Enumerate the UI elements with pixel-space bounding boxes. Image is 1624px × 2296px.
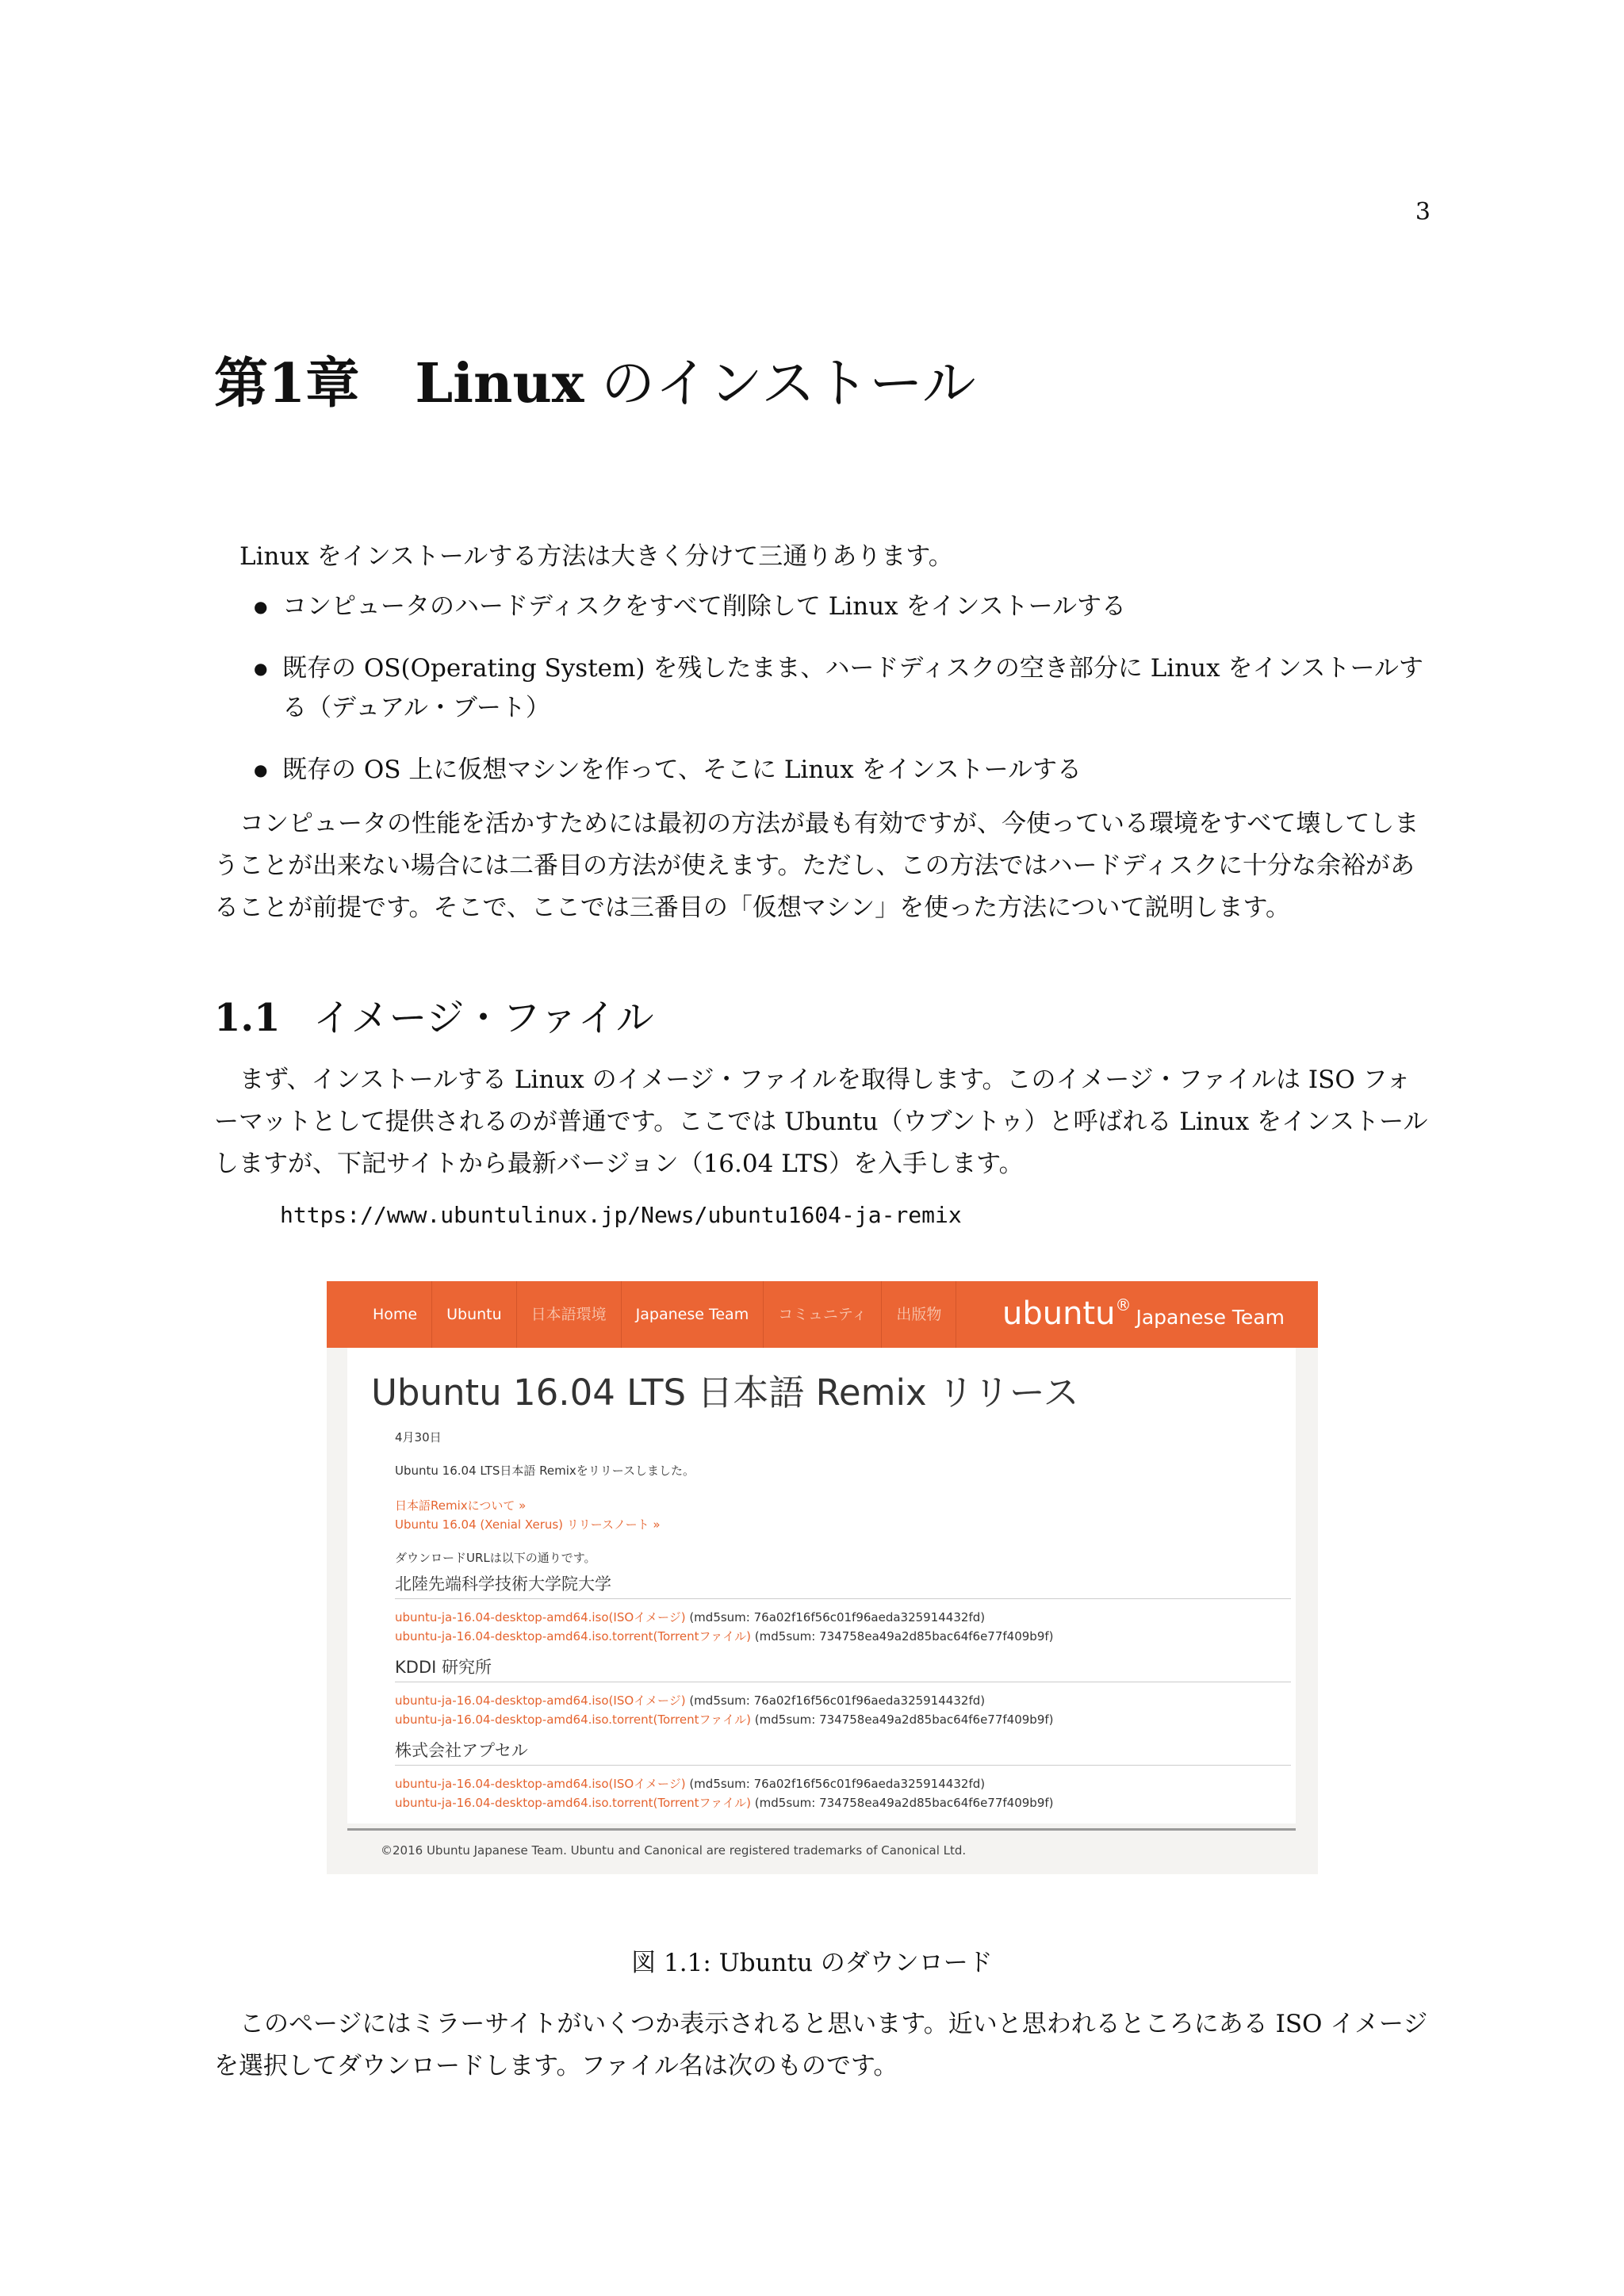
footer-copyright: ©2016 Ubuntu Japanese Team. Ubuntu and Canonical are registered trademarks of Canonical Ltd. xyxy=(381,1843,967,1858)
link-about-remix[interactable]: 日本語Remixについて » xyxy=(395,1498,527,1513)
iso-md5sum: (md5sum: 76a02f16f56c01f96aeda325914432fd) xyxy=(685,1777,986,1791)
list-item: ● コンピュータのハードディスクをすべて削除して Linux をインストールする xyxy=(214,587,1435,626)
logo-word: ubuntu xyxy=(1002,1295,1116,1332)
torrent-link-text[interactable]: ubuntu-ja-16.04-desktop-amd64.iso.torrent(Torrentファイル) xyxy=(395,1712,752,1727)
site-content xyxy=(347,1348,1296,1823)
iso-link-text[interactable]: ubuntu-ja-16.04-desktop-amd64.iso(ISOイメージ) xyxy=(395,1777,686,1791)
torrent-md5sum: (md5sum: 734758ea49a2d85bac64f6e77f409b9f) xyxy=(751,1712,1054,1727)
download-url: https://www.ubuntulinux.jp/News/ubuntu1604-ja-remix xyxy=(280,1202,962,1228)
torrent-link-text[interactable]: ubuntu-ja-16.04-desktop-amd64.iso.torrent(Torrentファイル) xyxy=(395,1796,752,1810)
nav-item-home[interactable]: Home xyxy=(358,1281,432,1348)
site-nav-bar xyxy=(327,1281,1318,1348)
body-paragraph: コンピュータの性能を活かすためには最初の方法が最も有効ですが、今使っている環境をすべて壊してしまうことが出来ない場合には二番目の方法が使えます。ただし、この方法ではハードディスクに十分な余裕があることが前提です。そこで、ここでは三番目の「仮想マシン」を使った方法について説明します。 xyxy=(214,809,1419,922)
section-title-text: イメージ・ファイル xyxy=(313,996,654,1040)
torrent-download-link[interactable] xyxy=(395,1794,1054,1811)
release-date: 4月30日 xyxy=(395,1430,442,1445)
ubuntu-download-screenshot xyxy=(327,1281,1318,1874)
mirror-heading: KDDI 研究所 xyxy=(395,1655,1291,1682)
nav-item-japanese-team[interactable]: Japanese Team xyxy=(622,1281,764,1348)
intro-paragraph: Linux をインストールする方法は大きく分けて三通りあります。 xyxy=(239,542,953,571)
site-footer xyxy=(347,1828,1296,1874)
chapter-title-rest: のインストール xyxy=(584,353,976,415)
iso-download-link[interactable] xyxy=(395,1775,985,1792)
ubuntu-logo[interactable] xyxy=(1002,1295,1285,1332)
list-item: ● 既存の OS(Operating System) を残したまま、ハードディスクの空き部分に Linux をインストールする（デュアル・ブート） xyxy=(214,649,1435,728)
torrent-md5sum: (md5sum: 734758ea49a2d85bac64f6e77f409b9f) xyxy=(751,1796,1054,1810)
torrent-download-link[interactable] xyxy=(395,1628,1054,1644)
iso-download-link[interactable] xyxy=(395,1692,985,1709)
iso-md5sum: (md5sum: 76a02f16f56c01f96aeda325914432fd) xyxy=(685,1693,986,1708)
logo-team: Japanese Team xyxy=(1136,1306,1285,1329)
circle-of-friends-icon: ® xyxy=(1115,1295,1132,1314)
download-note: ダウンロードURLは以下の通りです。 xyxy=(395,1551,596,1565)
iso-link-text[interactable]: ubuntu-ja-16.04-desktop-amd64.iso(ISOイメージ) xyxy=(395,1693,686,1708)
iso-download-link[interactable] xyxy=(395,1609,985,1625)
chapter-number: 第1章 xyxy=(214,352,360,415)
release-title: Ubuntu 16.04 LTS 日本語 Remix リリース xyxy=(371,1372,1079,1414)
link-release-notes[interactable]: Ubuntu 16.04 (Xenial Xerus) リリースノート » xyxy=(395,1517,661,1532)
list-item: ● 既存の OS 上に仮想マシンを作って、そこに Linux をインストールする xyxy=(214,750,1435,790)
torrent-link-text[interactable]: ubuntu-ja-16.04-desktop-amd64.iso.torrent(Torrentファイル) xyxy=(395,1629,752,1644)
site-menu xyxy=(358,1281,956,1348)
nav-item-community[interactable]: コミュニティ xyxy=(764,1281,882,1348)
torrent-download-link[interactable] xyxy=(395,1711,1054,1728)
nav-item-publications[interactable]: 出版物 xyxy=(882,1281,956,1348)
section-number: 1.1 xyxy=(214,996,281,1040)
mirror-heading: 北陸先端科学技術大学院大学 xyxy=(395,1571,1291,1599)
body-paragraph: このページにはミラーサイトがいくつか表示されると思います。近いと思われるところにある ISO イメージを選択してダウンロードします。ファイル名は次のものです。 xyxy=(214,2010,1428,2080)
body-paragraph: まず、インストールする Linux のイメージ・ファイルを取得します。このイメージ・ファイルは ISO フォーマットとして提供されるのが普通です。ここでは Ubuntu（ウブントゥ）と呼ばれる Linux をインストールしますが、下記サイトから最新バージョン（16.04 LTS）を入手します。 xyxy=(214,1066,1428,1178)
torrent-md5sum: (md5sum: 734758ea49a2d85bac64f6e77f409b9f) xyxy=(751,1629,1054,1644)
chapter-title-bold: Linux xyxy=(415,352,584,415)
release-announcement: Ubuntu 16.04 LTS日本語 Remixをリリースしました。 xyxy=(395,1464,695,1478)
section-title xyxy=(214,987,654,1042)
nav-item-ubuntu[interactable]: Ubuntu xyxy=(432,1281,517,1348)
chapter-title xyxy=(214,341,976,418)
nav-item-japanese-env[interactable]: 日本語環境 xyxy=(517,1281,622,1348)
mirror-heading: 株式会社アプセル xyxy=(395,1738,1291,1766)
install-methods-list xyxy=(214,587,1435,790)
iso-link-text[interactable]: ubuntu-ja-16.04-desktop-amd64.iso(ISOイメージ) xyxy=(395,1610,686,1624)
page-number: 3 xyxy=(1415,198,1431,226)
figure-caption: 図 1.1: Ubuntu のダウンロード xyxy=(631,1949,993,1977)
iso-md5sum: (md5sum: 76a02f16f56c01f96aeda325914432fd) xyxy=(685,1610,986,1624)
